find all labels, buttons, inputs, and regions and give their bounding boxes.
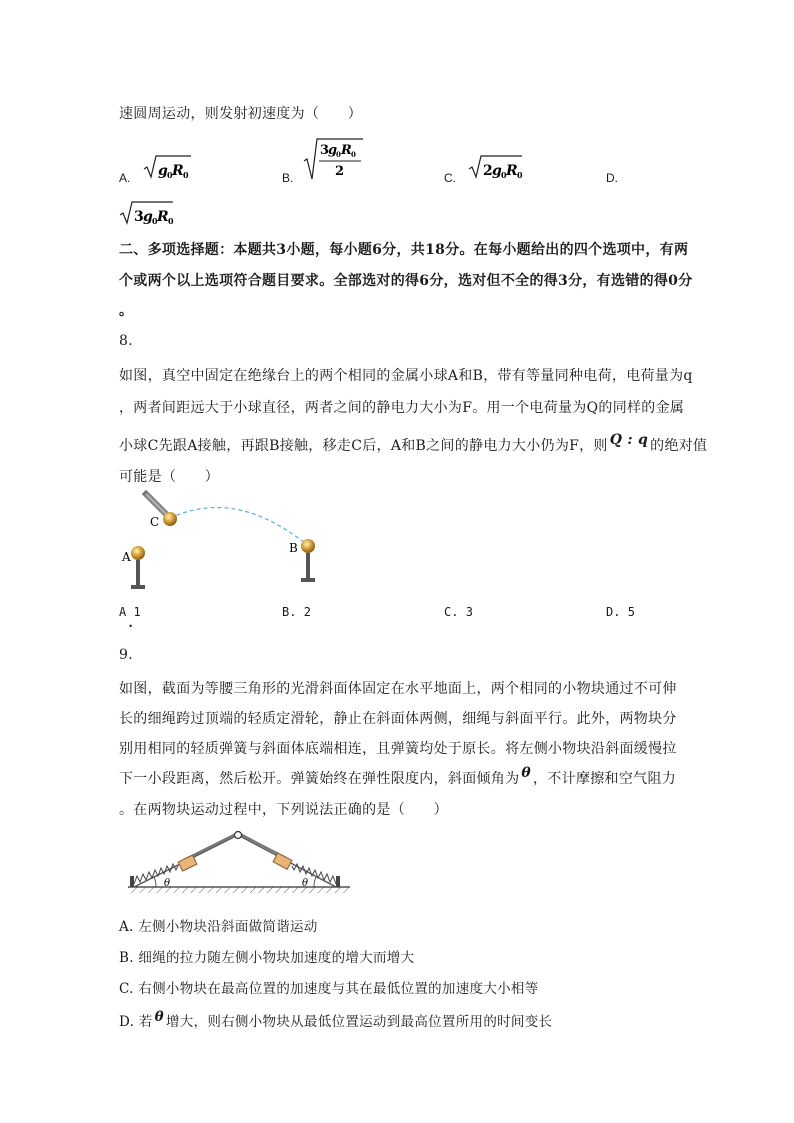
q9-option-d-theta: θ — [154, 1009, 164, 1025]
svg-text:3: 3 — [134, 209, 144, 225]
q8-ratio: Q : q — [609, 432, 649, 448]
svg-text:0: 0 — [167, 170, 173, 180]
q7-option-b-formula — [303, 137, 365, 185]
q9-number: 9. — [119, 647, 133, 663]
svg-text:g: g — [328, 143, 338, 158]
q8-option-d — [606, 605, 635, 619]
q8-line1: 如图，真空中固定在绝缘台上的两个相同的金属小球A和B，带有等量同种电荷，电荷量为q — [119, 368, 693, 384]
q8-option-d-value: 5 — [627, 605, 635, 619]
q9-option-d — [119, 1010, 552, 1030]
q7-option-a-formula — [143, 153, 193, 185]
q7-option-c-formula — [468, 153, 524, 185]
svg-text:0: 0 — [152, 216, 158, 226]
q8-line3 — [119, 432, 708, 455]
q8-option-a-value: 1 — [133, 605, 141, 619]
svg-text:0: 0 — [351, 150, 356, 159]
q8-option-d-label: D. — [606, 605, 621, 619]
intro-line: 速圆周运动，则发射初速度为（ ） — [119, 106, 363, 122]
q7-option-d-formula — [119, 199, 175, 231]
svg-text:0: 0 — [183, 170, 189, 180]
svg-text:R: R — [506, 163, 518, 179]
q8-line3-end: 的绝对值 — [650, 438, 708, 454]
svg-text:g: g — [143, 209, 153, 225]
q8-line2: ，两者间距远大于小球直径，两者之间的静电力大小为F。用一个电荷量为Q的同样的金属 — [119, 400, 685, 416]
q8-label-a: A — [122, 550, 131, 564]
svg-text:0: 0 — [168, 216, 174, 226]
q7-option-a-label: A. — [119, 171, 131, 185]
svg-text:R: R — [157, 209, 169, 225]
q9-line1: 如图，截面为等腰三角形的光滑斜面体固定在水平地面上，两个相同的小物块通过不可伸 — [119, 681, 677, 697]
q7-option-b-label: B. — [282, 171, 294, 185]
q8-option-c-label: C. — [444, 605, 459, 619]
q9-line4-end: ，不计摩擦和空气阻力 — [533, 771, 677, 787]
q8-label-b: B — [289, 541, 298, 555]
q8-line3-start: 小球C先跟A接触，再跟B接触，移走C后，A和B之间的静电力大小仍为F，则 — [119, 438, 608, 454]
q8-label-c: C — [150, 515, 160, 529]
svg-text:0: 0 — [517, 170, 523, 180]
section2-line2: 个或两个以上选项符合题目要求。全部选对的得6分，选对但不全的得3分，有选错的得0分 — [119, 273, 693, 289]
q8-number: 8. — [119, 333, 133, 349]
q9-line4-start: 下一小段距离，然后松开。弹簧始终在弹性限度内，斜面倾角为 — [119, 771, 520, 787]
svg-text:3: 3 — [320, 143, 330, 158]
section2-line3: 。 — [119, 303, 134, 319]
q8-option-b-value: 2 — [303, 605, 311, 619]
q9-fig-theta-right: θ — [302, 878, 309, 889]
q9-line5: 。在两物块运动过程中，下列说法正确的是（ ） — [119, 802, 448, 818]
q9-option-a: A. 左侧小物块沿斜面做简谐运动 — [119, 919, 318, 935]
q8-trailing-dot: . — [127, 616, 135, 630]
section2-line1: 二、多项选择题：本题共3小题，每小题6分，共18分。在每小题给出的四个选项中，有两 — [119, 242, 689, 258]
svg-text:R: R — [172, 163, 184, 179]
q8-figure — [116, 488, 326, 604]
svg-text:2: 2 — [335, 164, 345, 179]
q9-line2: 长的细绳跨过顶端的轻质定滑轮，静止在斜面体两侧，细绳与斜面平行。此外，两物块分 — [119, 711, 677, 727]
q7-option-d-label: D. — [606, 171, 618, 185]
q9-fig-theta-left: θ — [164, 878, 171, 889]
q9-figure — [126, 830, 356, 904]
svg-text:R: R — [341, 143, 352, 158]
svg-text:0: 0 — [336, 150, 341, 159]
svg-text:g: g — [492, 163, 502, 179]
q9-option-d-start: D. 若 — [119, 1014, 153, 1030]
q9-option-d-end: 增大，则右侧小物块从最低位置运动到最高位置所用的时间变长 — [165, 1014, 553, 1030]
q9-line4 — [119, 765, 677, 788]
q8-option-b — [282, 605, 311, 619]
q7-option-c-label: C. — [444, 171, 456, 185]
q8-option-c — [444, 605, 473, 619]
q9-line3: 别用相同的轻质弹簧与斜面体底端相连，且弹簧均处于原长。将左侧小物块沿斜面缓慢拉 — [119, 741, 677, 757]
q8-option-b-label: B. — [282, 605, 297, 619]
q8-line4: 可能是（ ） — [119, 469, 220, 485]
q8-option-a-label: A — [119, 605, 127, 619]
q9-option-c: C. 右侧小物块在最高位置的加速度与其在最低位置的加速度大小相等 — [119, 981, 539, 997]
q9-theta: θ — [521, 765, 532, 781]
svg-text:2: 2 — [483, 163, 493, 179]
svg-text:g: g — [158, 163, 168, 179]
q8-option-c-value: 3 — [465, 605, 473, 619]
q9-option-b: B. 细绳的拉力随左侧小物块加速度的增大而增大 — [119, 950, 415, 966]
svg-text:0: 0 — [501, 170, 507, 180]
